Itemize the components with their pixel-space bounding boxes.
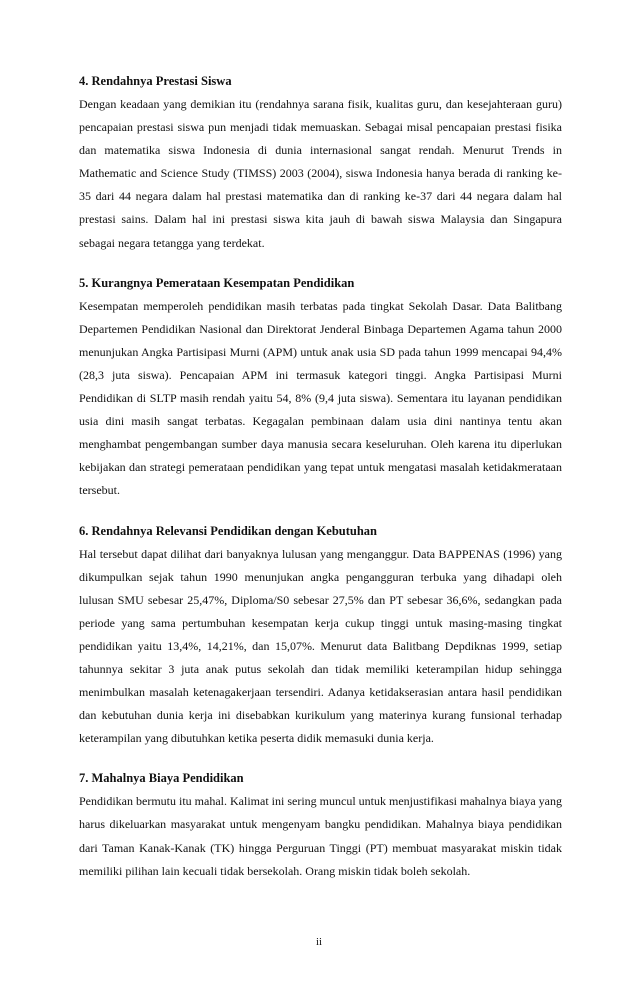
section-rendahnya-relevansi	[79, 519, 562, 751]
section-paragraph: Kesempatan memperoleh pendidikan masih terbatas pada tingkat Sekolah Dasar. Data Balitbang Departemen Pendidikan Nasional dan Direktorat Jenderal Binbaga Departemen Agama tahun 2000 menunjukan Angka Partisipasi Murni (APM) untuk anak usia SD pada tahun 1999 mencapai 94,4% (28,3 juta siswa). Pencapaian APM ini termasuk kategori tinggi. Angka Partisipasi Murni Pendidikan di SLTP masih rendah yaitu 54, 8% (9,4 juta siswa). Sementara itu layanan pendidikan usia dini masih sangat terbatas. Kegagalan pembinaan dalam usia dini nantinya tentu akan menghambat pengembangan sumber daya manusia secara keseluruhan. Oleh karena itu diperlukan kebijakan dan strategi pemerataan pendidikan yang tepat untuk mengatasi masalah ketidakmerataan tersebut.	[79, 298, 562, 498]
section-mahalnya-biaya	[79, 766, 562, 882]
page-number: ii	[315, 936, 323, 948]
section-paragraph: Pendidikan bermutu itu mahal. Kalimat ini sering muncul untuk menjustifikasi mahalnya biaya yang harus dikeluarkan masyarakat untuk mengenyam bangku pendidikan. Mahalnya biaya pendidikan dari Taman Kanak-Kanak (TK) hingga Perguruan Tinggi (PT) membuat masyarakat miskin tidak memiliki pilihan lain kecuali tidak bersekolah. Orang miskin tidak boleh sekolah.	[79, 794, 562, 878]
section-heading: 5. Kurangnya Pemerataan Kesempatan Pendidikan	[79, 275, 355, 290]
section-paragraph: Dengan keadaan yang demikian itu (rendahnya sarana fisik, kualitas guru, dan kesejahteraan guru) pencapaian prestasi siswa pun menjadi tidak memuaskan. Sebagai misal pencapaian prestasi fisika dan matematika siswa Indonesia di dunia internasional sangat rendah. Menurut Trends in Mathematic and Science Study (TIMSS) 2003 (2004), siswa Indonesia hanya berada di ranking ke-35 dari 44 negara dalam hal prestasi matematika dan di ranking ke-37 dari 44 negara dalam hal prestasi sains. Dalam hal ini prestasi siswa kita jauh di bawah siswa Malaysia dan Singapura sebagai negara tetangga yang terdekat.	[79, 97, 562, 250]
page-content	[79, 69, 562, 899]
section-heading: 6. Rendahnya Relevansi Pendidikan dengan Kebutuhan	[79, 523, 378, 538]
section-paragraph: Hal tersebut dapat dilihat dari banyaknya lulusan yang menganggur. Data BAPPENAS (1996) yang dikumpulkan sejak tahun 1990 menunjukan angka pengangguran terbuka yang dihadapi oleh lulusan SMU sebesar 25,47%, Diploma/S0 sebesar 27,5% dan PT sebesar 36,6%, sedangkan pada periode yang sama pertumbuhan kesempatan kerja cukup tinggi untuk masing-masing tingkat pendidikan yaitu 13,4%, 14,21%, dan 15,07%. Menurut data Balitbang Depdiknas 1999, setiap tahunnya sekitar 3 juta anak putus sekolah dan tidak memiliki keterampilan hidup sehingga menimbulkan masalah ketenagakerjaan tersendiri. Adanya ketidakserasian antara hasil pendidikan dan kebutuhan dunia kerja ini disebabkan kurikulum yang materinya kurang funsional terhadap keterampilan yang dibutuhkan ketika peserta didik memasuki dunia kerja.	[79, 546, 562, 746]
section-heading: 7. Mahalnya Biaya Pendidikan	[79, 771, 244, 786]
section-kurangnya-pemerataan	[79, 271, 562, 503]
section-heading: 4. Rendahnya Prestasi Siswa	[79, 74, 232, 88]
section-rendahnya-prestasi-siswa	[79, 69, 562, 255]
